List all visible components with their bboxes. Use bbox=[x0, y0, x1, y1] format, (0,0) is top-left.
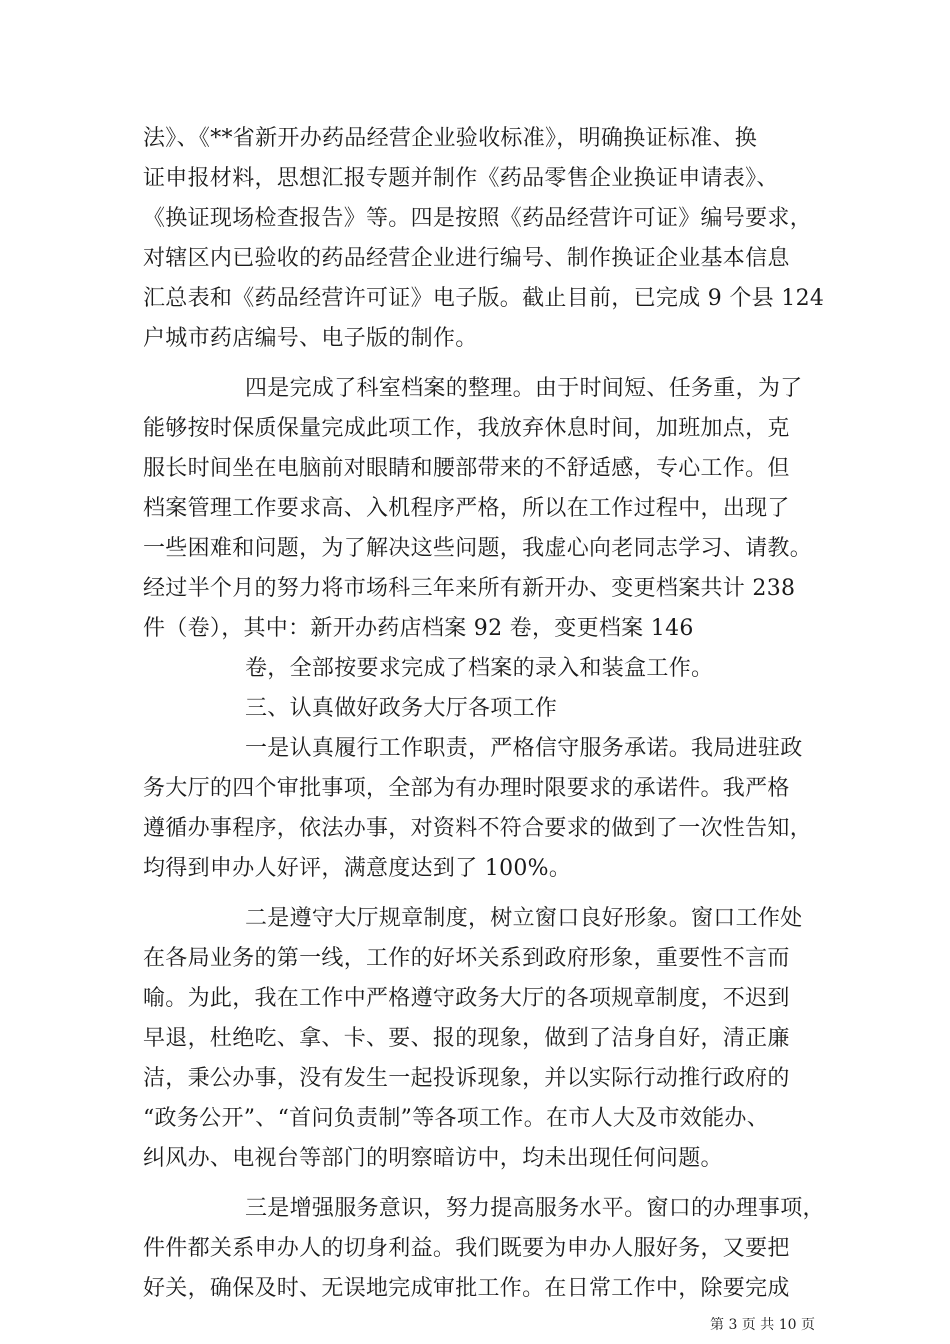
text-line: 法》、《**省新开办药品经营企业验收标准》，明确换证标准、换 bbox=[143, 126, 758, 151]
text-line: 洁，秉公办事，没有发生一起投诉现象，并以实际行动推行政府的 bbox=[143, 1066, 790, 1091]
paragraph-start: 二是遵守大厅规章制度，树立窗口良好形象。窗口工作处 bbox=[245, 906, 803, 931]
section-heading: 三、认真做好政务大厅各项工作 bbox=[245, 696, 558, 721]
text-line: 档案管理工作要求高、入机程序严格，所以在工作过程中，出现了 bbox=[143, 496, 790, 521]
text-line: 能够按时保质保量完成此项工作，我放弃休息时间，加班加点，克 bbox=[143, 416, 790, 441]
text-line: 在各局业务的第一线，工作的好坏关系到政府形象，重要性不言而 bbox=[143, 946, 790, 971]
text-line: 纠风办、电视台等部门的明察暗访中，均未出现任何问题。 bbox=[143, 1146, 723, 1171]
paragraph-start: 一是认真履行工作职责，严格信守服务承诺。我局进驻政 bbox=[245, 736, 803, 761]
paragraph-start: 三是增强服务意识，努力提高服务水平。窗口的办理事项， bbox=[245, 1196, 825, 1221]
text-line: “政务公开”、“首问负责制”等各项工作。在市人大及市效能办、 bbox=[143, 1106, 769, 1131]
text-line: 户城市药店编号、电子版的制作。 bbox=[143, 326, 478, 351]
paragraph-start: 四是完成了科室档案的整理。由于时间短、任务重，为了 bbox=[245, 376, 803, 401]
text-line: 汇总表和《药品经营许可证》电子版。截止目前，已完成 9 个县 124 bbox=[143, 286, 825, 311]
text-line: 对辖区内已验收的药品经营企业进行编号、制作换证企业基本信息 bbox=[143, 246, 790, 271]
text-line: 经过半个月的努力将市场科三年来所有新开办、变更档案共计 238 bbox=[143, 576, 796, 601]
text-line: 《换证现场检查报告》等。四是按照《药品经营许可证》编号要求， bbox=[143, 206, 813, 231]
text-line: 证申报材料，思想汇报专题并制作《药品零售企业换证申请表》、 bbox=[143, 166, 779, 191]
text-line: 服长时间坐在电脑前对眼睛和腰部带来的不舒适感，专心工作。但 bbox=[143, 456, 790, 481]
text-line: 喻。为此，我在工作中严格遵守政务大厅的各项规章制度，不迟到 bbox=[143, 986, 790, 1011]
text-line: 均得到申办人好评，满意度达到了 100%。 bbox=[143, 856, 572, 881]
text-line: 遵循办事程序，依法办事，对资料不符合要求的做到了一次性告知， bbox=[143, 816, 813, 841]
text-line: 件（卷），其中：新开办药店档案 92 卷，变更档案 146 bbox=[143, 616, 694, 641]
text-line: 件件都关系申办人的切身利益。我们既要为申办人服好务，又要把 bbox=[143, 1236, 790, 1261]
text-line: 早退，杜绝吃、拿、卡、要、报的现象，做到了洁身自好，清正廉 bbox=[143, 1026, 790, 1051]
text-line: 务大厅的四个审批事项，全部为有办理时限要求的承诺件。我严格 bbox=[143, 776, 790, 801]
text-line: 好关，确保及时、无误地完成审批工作。在日常工作中，除要完成 bbox=[143, 1276, 790, 1301]
text-line: 卷，全部按要求完成了档案的录入和装盒工作。 bbox=[245, 656, 714, 681]
page-number-footer: 第 3 页 共 10 页 bbox=[710, 1317, 815, 1333]
text-line: 一些困难和问题，为了解决这些问题，我虚心向老同志学习、请教。 bbox=[143, 536, 813, 561]
